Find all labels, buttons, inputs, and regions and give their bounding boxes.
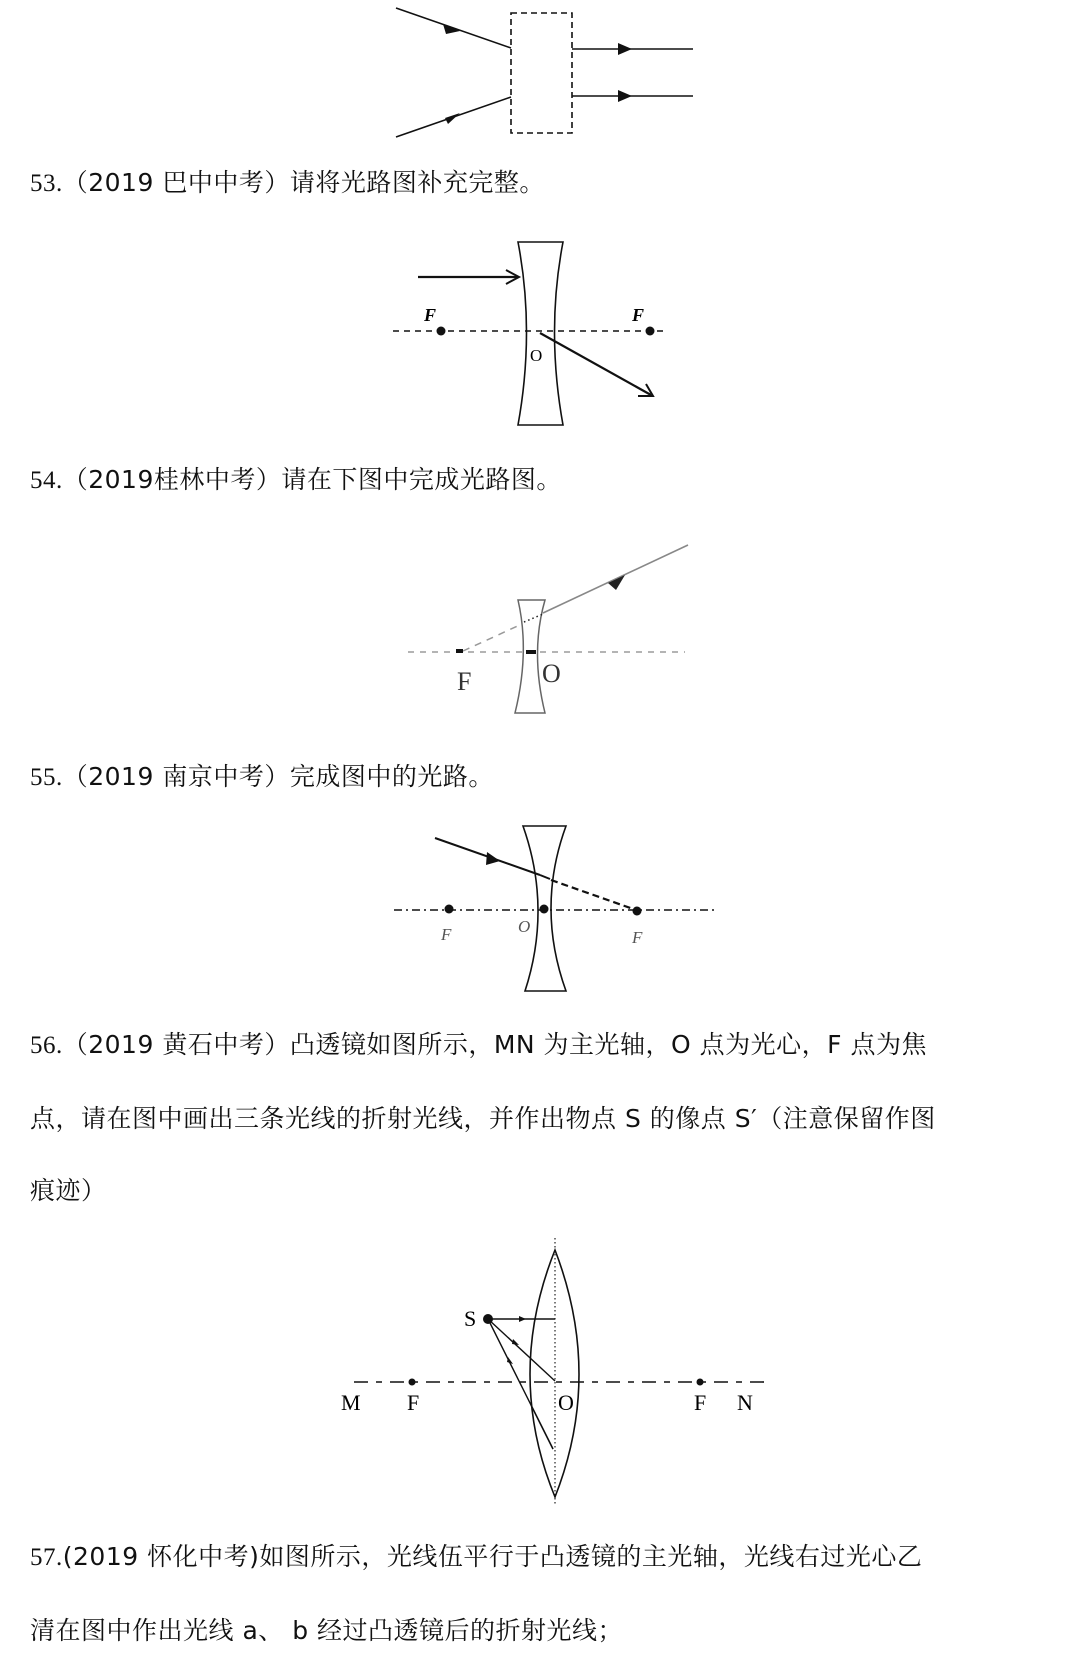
question-text: (2019 怀化中考)如图所示，光线伍平行于凸透镜的主光轴，光线右过光心乙 (62, 1542, 923, 1571)
svg-text:F: F (457, 667, 472, 696)
question-number: 55. (30, 764, 63, 791)
svg-text:S: S (464, 1306, 477, 1331)
svg-text:N: N (737, 1390, 753, 1415)
svg-text:M: M (341, 1390, 361, 1415)
question-text: （2019桂林中考）请在下图中完成光路图。 (62, 465, 562, 494)
svg-text:F: F (632, 928, 643, 947)
svg-text:O: O (518, 917, 531, 936)
svg-text:F: F (632, 305, 645, 325)
svg-text:O: O (530, 346, 543, 365)
question-number: 54. (30, 467, 63, 494)
svg-text:O: O (558, 1390, 574, 1415)
question-number: 56. (30, 1032, 63, 1059)
svg-text:F: F (441, 925, 452, 944)
svg-text:F: F (694, 1390, 707, 1415)
question-57-line-1 (30, 1542, 922, 1573)
question-text: 痕迹） (30, 1176, 107, 1205)
svg-text:O: O (542, 659, 561, 688)
question-number: 57. (30, 1544, 63, 1571)
svg-text:F: F (407, 1390, 420, 1415)
question-text: 清在图中作出光线 a、 b 经过凸透镜后的折射光线； (30, 1616, 624, 1645)
question-number: 53. (30, 170, 63, 197)
question-text: 点，请在图中画出三条光线的折射光线，并作出物点 S 的像点 S′（注意保留作图 (30, 1104, 936, 1133)
svg-text:F: F (424, 305, 437, 325)
question-57-line-2 (30, 1616, 623, 1646)
question-text: （2019 巴中中考）请将光路图补充完整。 (62, 168, 545, 197)
question-text: （2019 黄石中考）凸透镜如图所示，MN 为主光轴，O 点为光心，F 点为焦 (62, 1030, 927, 1059)
question-text: （2019 南京中考）完成图中的光路。 (62, 762, 494, 791)
